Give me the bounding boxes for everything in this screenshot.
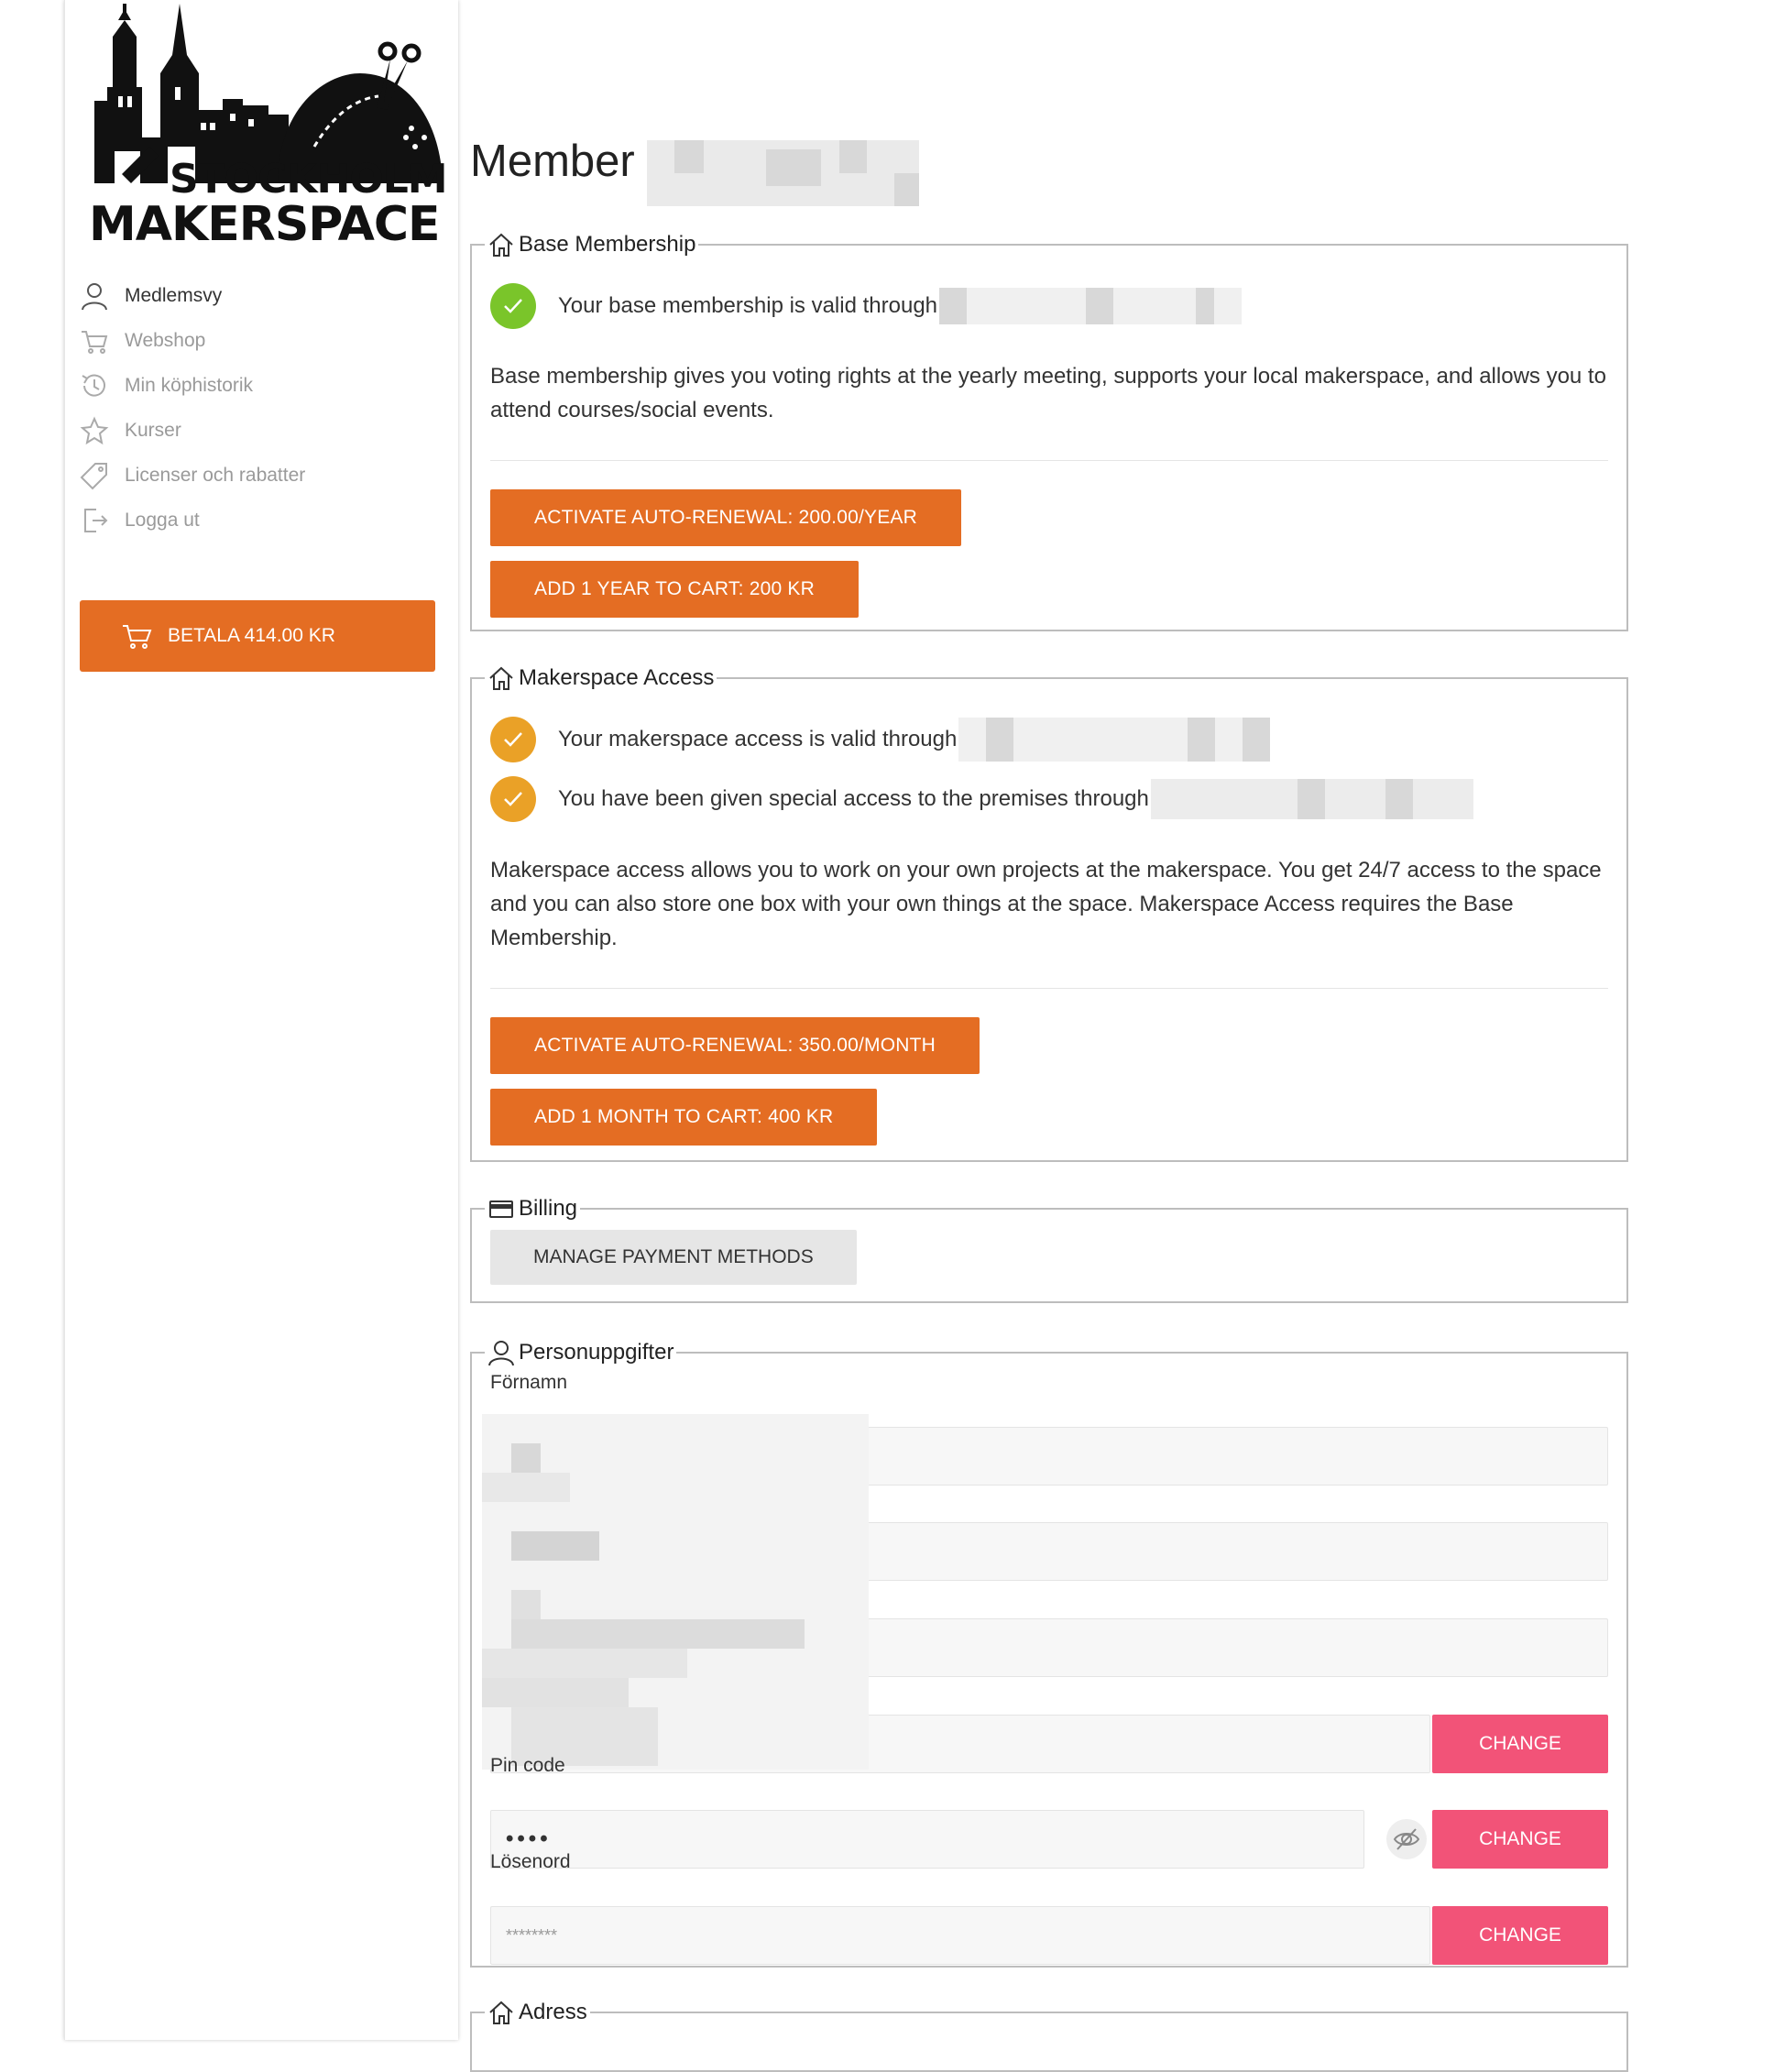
sidebar	[64, 0, 458, 2040]
special-access-status-text: You have been given special access to the premises through	[558, 786, 1149, 811]
base-add-year-button[interactable]: ADD 1 YEAR TO CART: 200 KR	[490, 561, 859, 618]
personal-info-legend-text: Personuppgifter	[519, 1340, 674, 1365]
sidebar-item-label: Webshop	[125, 329, 206, 351]
pin-code-value: ••••	[506, 1826, 552, 1851]
redacted-date	[958, 718, 1270, 762]
personal-info-legend	[485, 1339, 676, 1366]
redacted-date	[1151, 779, 1473, 819]
password-label: Lösenord	[490, 1851, 571, 1872]
sidebar-item-medlemsvy[interactable]	[80, 273, 446, 318]
billing-legend	[485, 1195, 580, 1222]
logo-line1: STOCKHOLM	[170, 156, 447, 203]
redacted-date	[939, 288, 1242, 324]
personal-info-section	[470, 1339, 1628, 1968]
cart-icon	[80, 326, 109, 356]
check-circle-icon	[490, 776, 536, 822]
logo-line2: MAKERSPACE	[89, 197, 440, 247]
access-add-month-button[interactable]: ADD 1 MONTH TO CART: 400 KR	[490, 1089, 877, 1146]
makerspace-access-description: Makerspace access allows you to work on your own projects at the makerspace. You get 24/7 access to the space and you can also store one box with your own things at the space. Makerspace Access requires the Base Membership.	[490, 858, 1602, 950]
divider	[490, 460, 1608, 461]
address-legend-text: Adress	[519, 2000, 587, 2024]
check-circle-icon	[490, 717, 536, 762]
change-pin-button[interactable]: CHANGE	[1432, 1810, 1608, 1869]
redacted-personal-data	[482, 1414, 869, 1770]
pin-code-label: Pin code	[490, 1755, 565, 1776]
special-access-status	[490, 776, 1473, 822]
address-section	[470, 1999, 1628, 2072]
base-membership-section	[470, 231, 1628, 631]
tag-icon	[80, 461, 109, 490]
address-legend	[485, 1999, 590, 2026]
home-icon	[487, 231, 515, 258]
makerspace-access-status-text: Your makerspace access is valid through	[558, 727, 958, 751]
divider	[490, 988, 1608, 989]
credit-card-icon	[487, 1195, 515, 1222]
base-membership-legend	[485, 231, 698, 258]
check-circle-icon	[490, 283, 536, 329]
makerspace-access-legend	[485, 664, 717, 692]
user-icon	[80, 281, 109, 311]
sidebar-item-webshop[interactable]	[80, 318, 446, 363]
sidebar-item-kophistorik[interactable]	[80, 363, 446, 408]
access-auto-renewal-button[interactable]: ACTIVATE AUTO-RENEWAL: 350.00/MONTH	[490, 1017, 980, 1074]
makerspace-access-section	[470, 664, 1628, 1162]
sidebar-nav	[80, 273, 446, 543]
billing-section	[470, 1195, 1628, 1303]
first-name-label: Förnamn	[490, 1372, 568, 1393]
page-title	[470, 139, 635, 184]
base-auto-renewal-button[interactable]: ACTIVATE AUTO-RENEWAL: 200.00/YEAR	[490, 489, 961, 546]
manage-payment-methods-button[interactable]: MANAGE PAYMENT METHODS	[490, 1230, 857, 1285]
logout-icon	[80, 506, 109, 535]
redacted-member-name	[647, 140, 919, 206]
sidebar-item-label: Medlemsvy	[125, 284, 223, 306]
billing-legend-text: Billing	[519, 1196, 578, 1221]
history-icon	[80, 371, 109, 400]
page-title-text: Member	[470, 137, 635, 186]
change-email-button[interactable]: CHANGE	[1432, 1715, 1608, 1773]
password-placeholder: ********	[506, 1925, 558, 1945]
sidebar-item-licenser[interactable]	[80, 453, 446, 498]
stockholm-makerspace-logo[interactable]	[85, 0, 452, 247]
user-icon	[487, 1339, 515, 1366]
base-membership-legend-text: Base Membership	[519, 232, 696, 257]
makerspace-access-status	[490, 717, 1270, 762]
pin-code-input[interactable]	[490, 1810, 1364, 1869]
toggle-pin-visibility-button[interactable]	[1386, 1819, 1427, 1859]
change-password-button[interactable]: CHANGE	[1432, 1906, 1608, 1965]
base-membership-description: Base membership gives you voting rights at the yearly meeting, supports your local makerspace, and allows you to attend courses/social events.	[490, 364, 1606, 422]
star-icon	[80, 416, 109, 445]
base-membership-status	[490, 283, 1242, 329]
pay-cart-button[interactable]	[80, 600, 435, 672]
sidebar-item-label: Logga ut	[125, 509, 200, 531]
cart-icon	[122, 622, 153, 650]
makerspace-access-legend-text: Makerspace Access	[519, 665, 715, 690]
home-icon	[487, 664, 515, 692]
base-membership-status-text: Your base membership is valid through	[558, 293, 938, 318]
eye-off-icon	[1392, 1825, 1421, 1854]
sidebar-item-label: Licenser och rabatter	[125, 464, 306, 486]
sidebar-item-logga-ut[interactable]	[80, 498, 446, 543]
home-icon	[487, 1999, 515, 2026]
pay-cart-label: BETALA 414.00 KR	[168, 625, 335, 646]
password-input[interactable]	[490, 1906, 1430, 1965]
sidebar-item-kurser[interactable]	[80, 408, 446, 453]
sidebar-item-label: Min köphistorik	[125, 374, 254, 396]
sidebar-item-label: Kurser	[125, 419, 181, 441]
